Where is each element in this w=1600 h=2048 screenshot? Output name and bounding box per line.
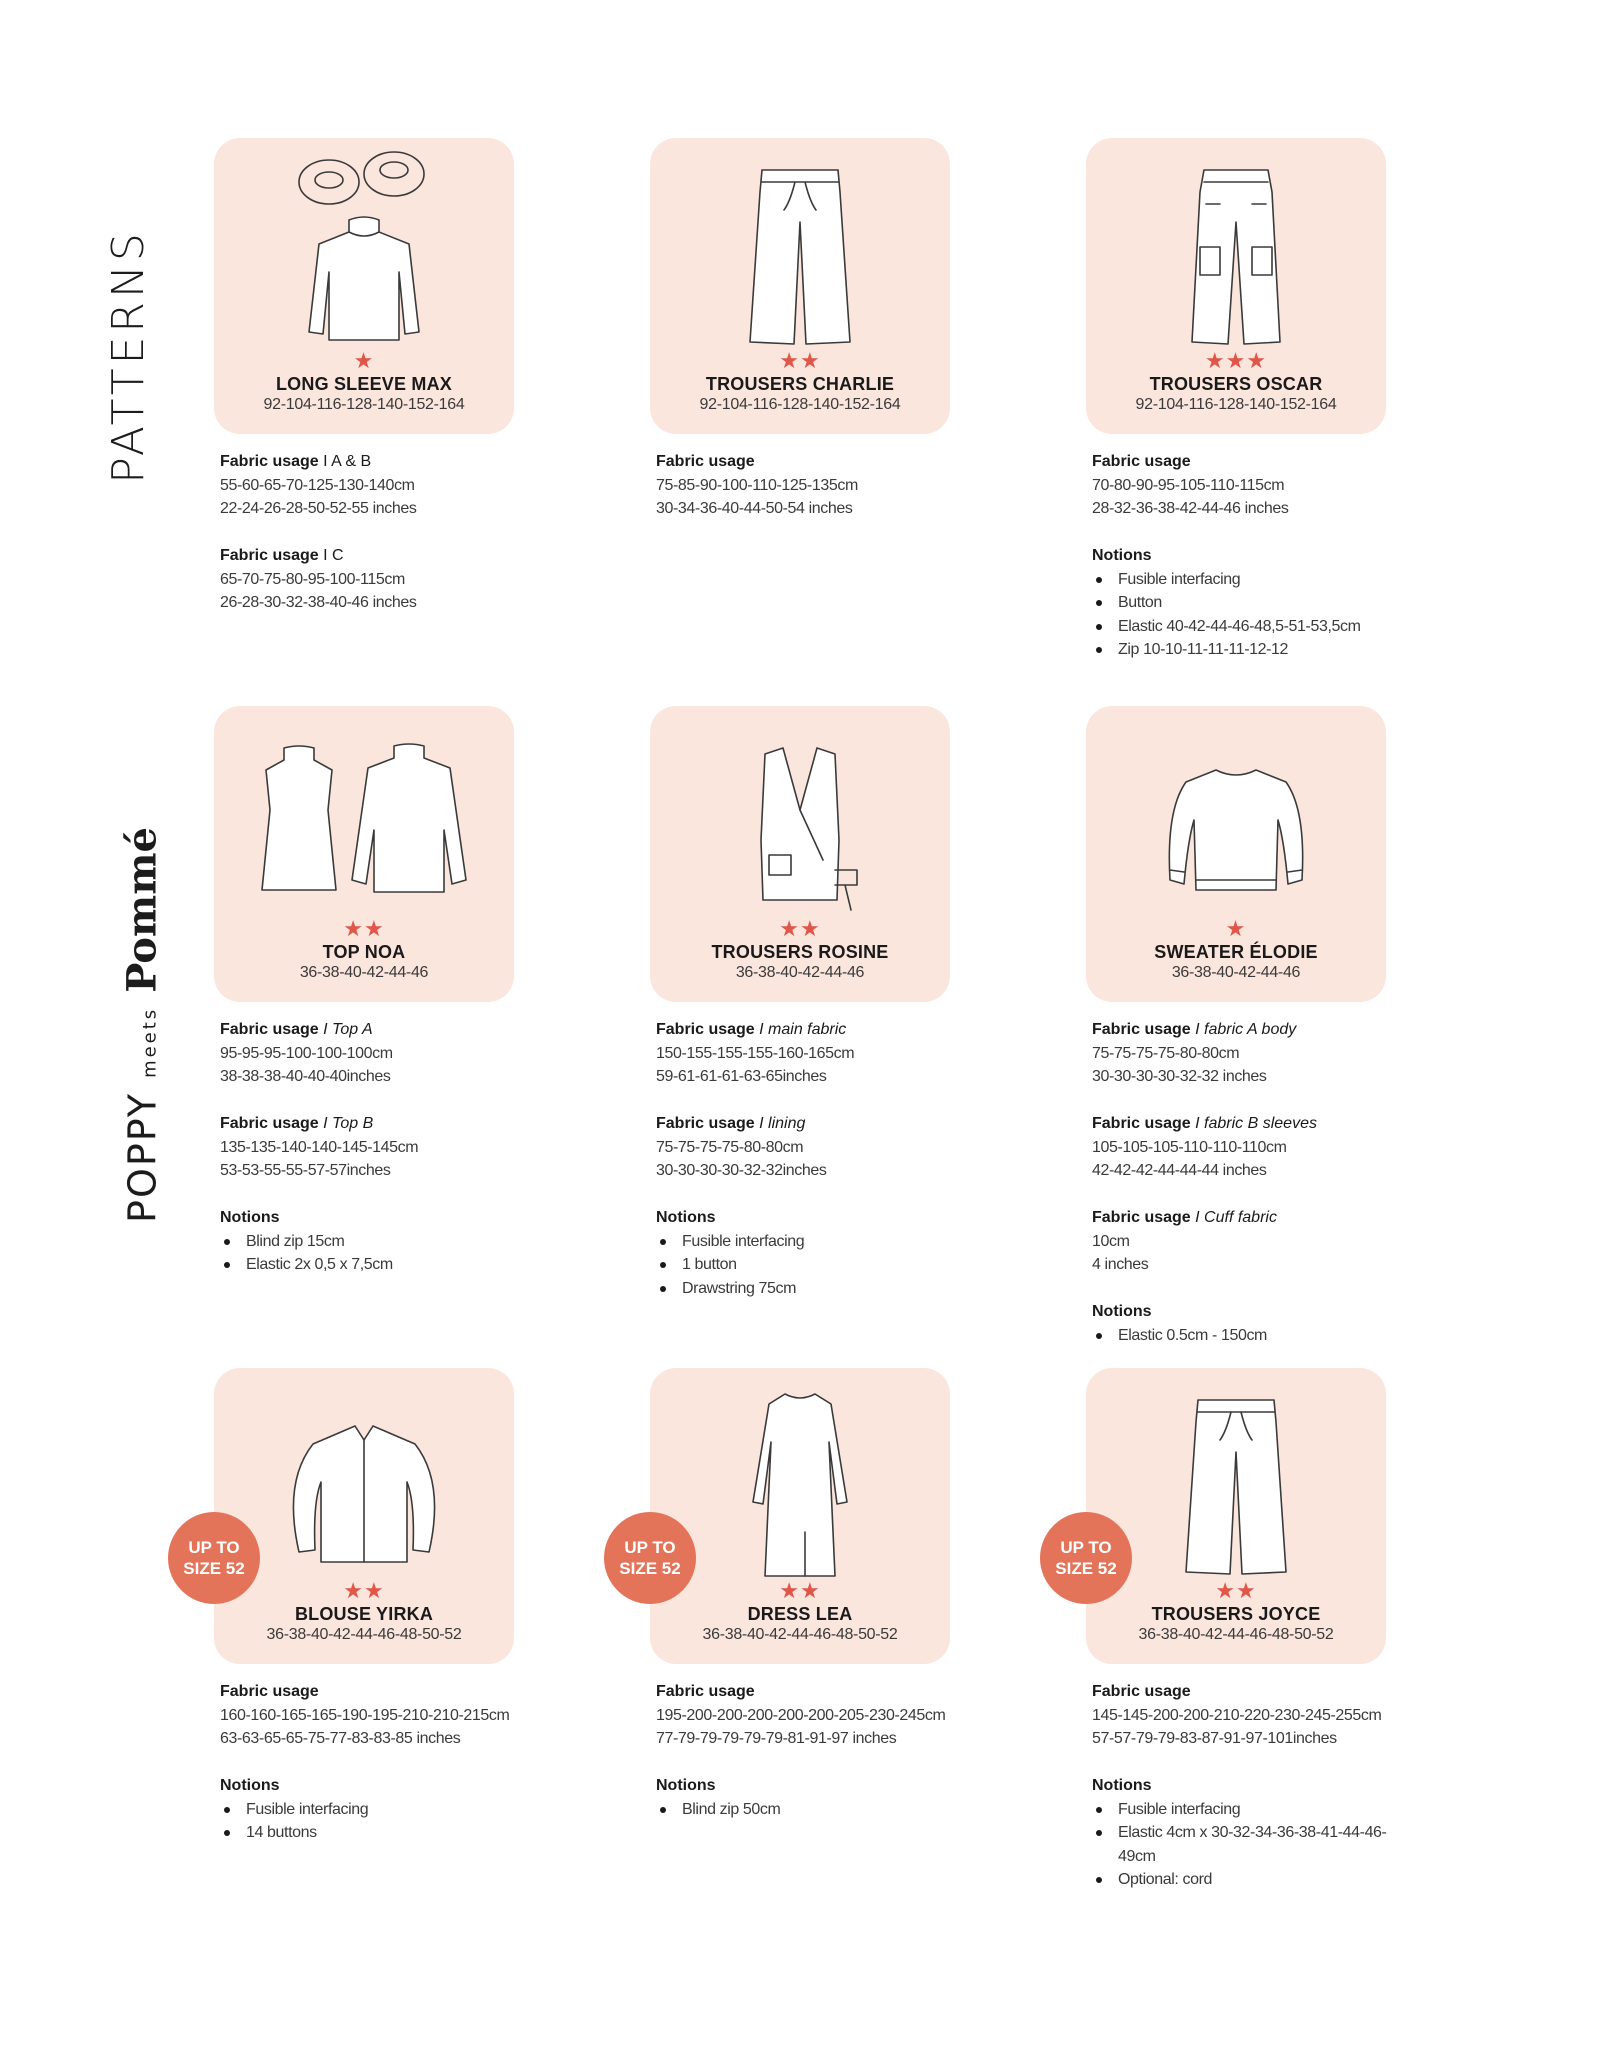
difficulty-stars: ★★ — [343, 1578, 385, 1603]
fabric-usage — [1092, 450, 1392, 521]
fabric-usage-heading: Fabric usage I lining — [656, 1115, 806, 1132]
fabric-usage-heading: Fabric usage — [1092, 453, 1191, 470]
difficulty-stars: ★★ — [1215, 1578, 1257, 1603]
pattern-details — [656, 1680, 956, 1845]
fabric-usage-heading: Fabric usage — [220, 1683, 319, 1700]
notions — [1092, 1300, 1392, 1347]
difficulty-stars: ★ — [353, 348, 375, 373]
fabric-usage-heading: Fabric usage I Cuff fabric — [1092, 1209, 1277, 1226]
notions — [656, 1774, 956, 1821]
fabric-usage-heading: Fabric usage — [656, 453, 755, 470]
difficulty-stars: ★★★ — [1204, 348, 1268, 373]
notion-item: 1 button — [656, 1253, 956, 1277]
brand-logo — [112, 827, 172, 1223]
notion-item: Fusible interfacing — [1092, 568, 1392, 592]
fabric-usage-cm: 70-80-90-95-105-110-115cm — [1092, 476, 1285, 494]
fabric-usage-heading: Fabric usage I C — [220, 547, 344, 564]
pattern-details — [220, 1018, 520, 1300]
size-badge: UP TO SIZE 52 — [168, 1512, 260, 1604]
pattern-title: BLOUSE YIRKA — [294, 1604, 434, 1624]
fabric-usage-inches: 38-38-38-40-40-40inches — [220, 1068, 391, 1085]
pattern-title: TOP NOA — [322, 942, 406, 962]
difficulty-stars: ★★ — [343, 916, 385, 941]
fabric-usage-cm: 145-145-200-200-210-220-230-245-255cm — [1092, 1706, 1382, 1724]
fabric-usage — [220, 450, 520, 521]
fabric-usage-heading: Fabric usage I main fabric — [656, 1021, 847, 1038]
pattern-card — [214, 1368, 514, 1664]
fabric-usage-inches: 77-79-79-79-79-79-81-91-97 inches — [656, 1730, 897, 1747]
notion-item: Fusible interfacing — [220, 1798, 520, 1822]
pattern-title: LONG SLEEVE MAX — [275, 374, 453, 394]
fabric-usage-cm: 135-135-140-140-145-145cm — [220, 1138, 419, 1156]
difficulty-stars: ★★ — [779, 916, 821, 941]
fabric-usage-cm: 105-105-105-110-110-110cm — [1092, 1138, 1287, 1156]
notions-heading: Notions — [656, 1209, 716, 1226]
pattern-card — [1086, 1368, 1386, 1664]
pattern-details — [220, 450, 520, 638]
notions-heading: Notions — [1092, 1777, 1152, 1794]
fabric-usage-cm: 65-70-75-80-95-100-115cm — [220, 570, 405, 588]
pattern-sizes: 36-38-40-42-44-46 — [1171, 964, 1301, 981]
fabric-usage-cm: 150-155-155-155-160-165cm — [656, 1044, 855, 1062]
fabric-usage-inches: 26-28-30-32-38-40-46 inches — [220, 594, 417, 611]
fabric-usage — [220, 1680, 520, 1751]
difficulty-stars: ★★ — [779, 1578, 821, 1603]
fabric-usage-cm: 95-95-95-100-100-100cm — [220, 1044, 393, 1062]
difficulty-stars: ★ — [1225, 916, 1247, 941]
notions-heading: Notions — [1092, 547, 1152, 564]
fabric-usage — [220, 1018, 520, 1089]
turtleneck-sweater-icon — [214, 152, 514, 352]
pattern-card — [650, 706, 950, 1002]
fabric-usage-inches: 30-30-30-30-32-32 inches — [1092, 1068, 1267, 1085]
fabric-usage-inches: 59-61-61-61-63-65inches — [656, 1068, 827, 1085]
pattern-sizes: 36-38-40-42-44-46 — [299, 964, 429, 981]
pattern-title: TROUSERS CHARLIE — [705, 374, 895, 394]
fabric-usage-inches: 53-53-55-55-57-57inches — [220, 1162, 391, 1179]
pattern-card — [650, 1368, 950, 1664]
pattern-title: TROUSERS JOYCE — [1151, 1604, 1321, 1624]
fabric-usage-inches: 22-24-26-28-50-52-55 inches — [220, 500, 417, 517]
pattern-details — [1092, 450, 1392, 685]
notion-item: Elastic 0.5cm - 150cm — [1092, 1324, 1392, 1348]
fabric-usage-heading: Fabric usage I fabric B sleeves — [1092, 1115, 1317, 1132]
fabric-usage — [220, 1112, 520, 1183]
notions — [220, 1206, 520, 1277]
fabric-usage-inches: 42-42-42-44-44-44 inches — [1092, 1162, 1267, 1179]
wrap-vest-icon — [650, 720, 950, 920]
fabric-usage — [656, 1680, 956, 1751]
pattern-title: TROUSERS ROSINE — [711, 942, 889, 962]
pattern-card — [1086, 138, 1386, 434]
size-badge: UP TO SIZE 52 — [604, 1512, 696, 1604]
size-badge: UP TO SIZE 52 — [1040, 1512, 1132, 1604]
notions — [656, 1206, 956, 1300]
fabric-usage-cm: 195-200-200-200-200-200-205-230-245cm — [656, 1706, 946, 1724]
pattern-card — [1086, 706, 1386, 1002]
fabric-usage-cm: 75-75-75-75-80-80cm — [656, 1138, 804, 1156]
fabric-usage-cm: 75-85-90-100-110-125-135cm — [656, 476, 858, 494]
pattern-details — [656, 450, 956, 544]
pattern-details — [656, 1018, 956, 1324]
pattern-details — [1092, 1018, 1392, 1371]
brand-pomme: Pommé — [118, 827, 166, 993]
pattern-card — [214, 706, 514, 1002]
fabric-usage — [220, 544, 520, 615]
notion-item: Elastic 40-42-44-46-48,5-51-53,5cm — [1092, 615, 1392, 639]
fabric-usage — [656, 1112, 956, 1183]
pattern-card — [650, 138, 950, 434]
page-title: PATTERNS — [102, 228, 154, 484]
fabric-usage-heading: Fabric usage — [656, 1683, 755, 1700]
fabric-usage-inches: 63-63-65-65-75-77-83-83-85 inches — [220, 1730, 461, 1747]
difficulty-stars: ★★ — [779, 348, 821, 373]
fabric-usage-heading: Fabric usage I Top B — [220, 1115, 374, 1132]
notions-heading: Notions — [656, 1777, 716, 1794]
fabric-usage-cm: 55-60-65-70-125-130-140cm — [220, 476, 415, 494]
notions — [1092, 544, 1392, 662]
fabric-usage — [656, 1018, 956, 1089]
pattern-sizes: 92-104-116-128-140-152-164 — [263, 396, 465, 413]
pattern-sizes: 36-38-40-42-44-46 — [735, 964, 865, 981]
notions — [1092, 1774, 1392, 1892]
fabric-usage-inches: 30-34-36-40-44-50-54 inches — [656, 500, 853, 517]
pattern-title: TROUSERS OSCAR — [1149, 374, 1323, 394]
notions-heading: Notions — [1092, 1303, 1152, 1320]
fabric-usage — [1092, 1206, 1392, 1277]
notion-item: Drawstring 75cm — [656, 1277, 956, 1301]
fabric-usage-inches: 4 inches — [1092, 1256, 1149, 1273]
pattern-sizes: 92-104-116-128-140-152-164 — [1135, 396, 1337, 413]
pattern-details — [220, 1680, 520, 1868]
notion-item: Elastic 2x 0,5 x 7,5cm — [220, 1253, 520, 1277]
cargo-trousers-icon — [1086, 152, 1386, 352]
pattern-card — [214, 138, 514, 434]
fabric-usage-heading: Fabric usage I A & B — [220, 453, 372, 470]
fabric-usage-cm: 75-75-75-75-80-80cm — [1092, 1044, 1240, 1062]
brand-poppy: POPPY — [120, 1091, 165, 1223]
notions — [220, 1774, 520, 1845]
fabric-usage-heading: Fabric usage I Top A — [220, 1021, 373, 1038]
notion-item: Optional: cord — [1092, 1868, 1392, 1892]
pattern-title: SWEATER ÉLODIE — [1154, 942, 1318, 962]
notion-item: Fusible interfacing — [1092, 1798, 1392, 1822]
fabric-usage — [1092, 1112, 1392, 1183]
fabric-usage-heading: Fabric usage I fabric A body — [1092, 1021, 1297, 1038]
fabric-usage-inches: 57-57-79-79-83-87-91-97-101inches — [1092, 1730, 1337, 1747]
pattern-details — [1092, 1680, 1392, 1915]
fabric-usage — [656, 450, 956, 521]
notion-item: Blind zip 50cm — [656, 1798, 956, 1822]
pattern-sizes: 36-38-40-42-44-46-48-50-52 — [702, 1626, 898, 1643]
notions-heading: Notions — [220, 1777, 280, 1794]
fabric-usage-cm: 10cm — [1092, 1232, 1130, 1250]
notion-item: Button — [1092, 591, 1392, 615]
notion-item: 14 buttons — [220, 1821, 520, 1845]
fabric-usage-inches: 28-32-36-38-42-44-46 inches — [1092, 500, 1289, 517]
pattern-sizes: 92-104-116-128-140-152-164 — [699, 396, 901, 413]
sweater-icon — [1086, 720, 1386, 920]
pattern-title: DRESS LEA — [747, 1604, 853, 1624]
pattern-sizes: 36-38-40-42-44-46-48-50-52 — [266, 1626, 462, 1643]
fabric-usage — [1092, 1018, 1392, 1089]
fabric-usage-heading: Fabric usage — [1092, 1683, 1191, 1700]
notion-item: Elastic 4cm x 30-32-34-36-38-41-44-46-49cm — [1092, 1821, 1392, 1868]
notions-heading: Notions — [220, 1209, 280, 1226]
fabric-usage — [1092, 1680, 1392, 1751]
fabric-usage-inches: 30-30-30-30-32-32inches — [656, 1162, 827, 1179]
notion-item: Blind zip 15cm — [220, 1230, 520, 1254]
notion-item: Fusible interfacing — [656, 1230, 956, 1254]
brand-meets: meets — [139, 1006, 161, 1078]
pattern-sizes: 36-38-40-42-44-46-48-50-52 — [1138, 1626, 1334, 1643]
fabric-usage-cm: 160-160-165-165-190-195-210-210-215cm — [220, 1706, 510, 1724]
notion-item: Zip 10-10-11-11-11-12-12 — [1092, 638, 1392, 662]
wide-trousers-icon — [650, 152, 950, 352]
tops-icon — [214, 720, 514, 920]
